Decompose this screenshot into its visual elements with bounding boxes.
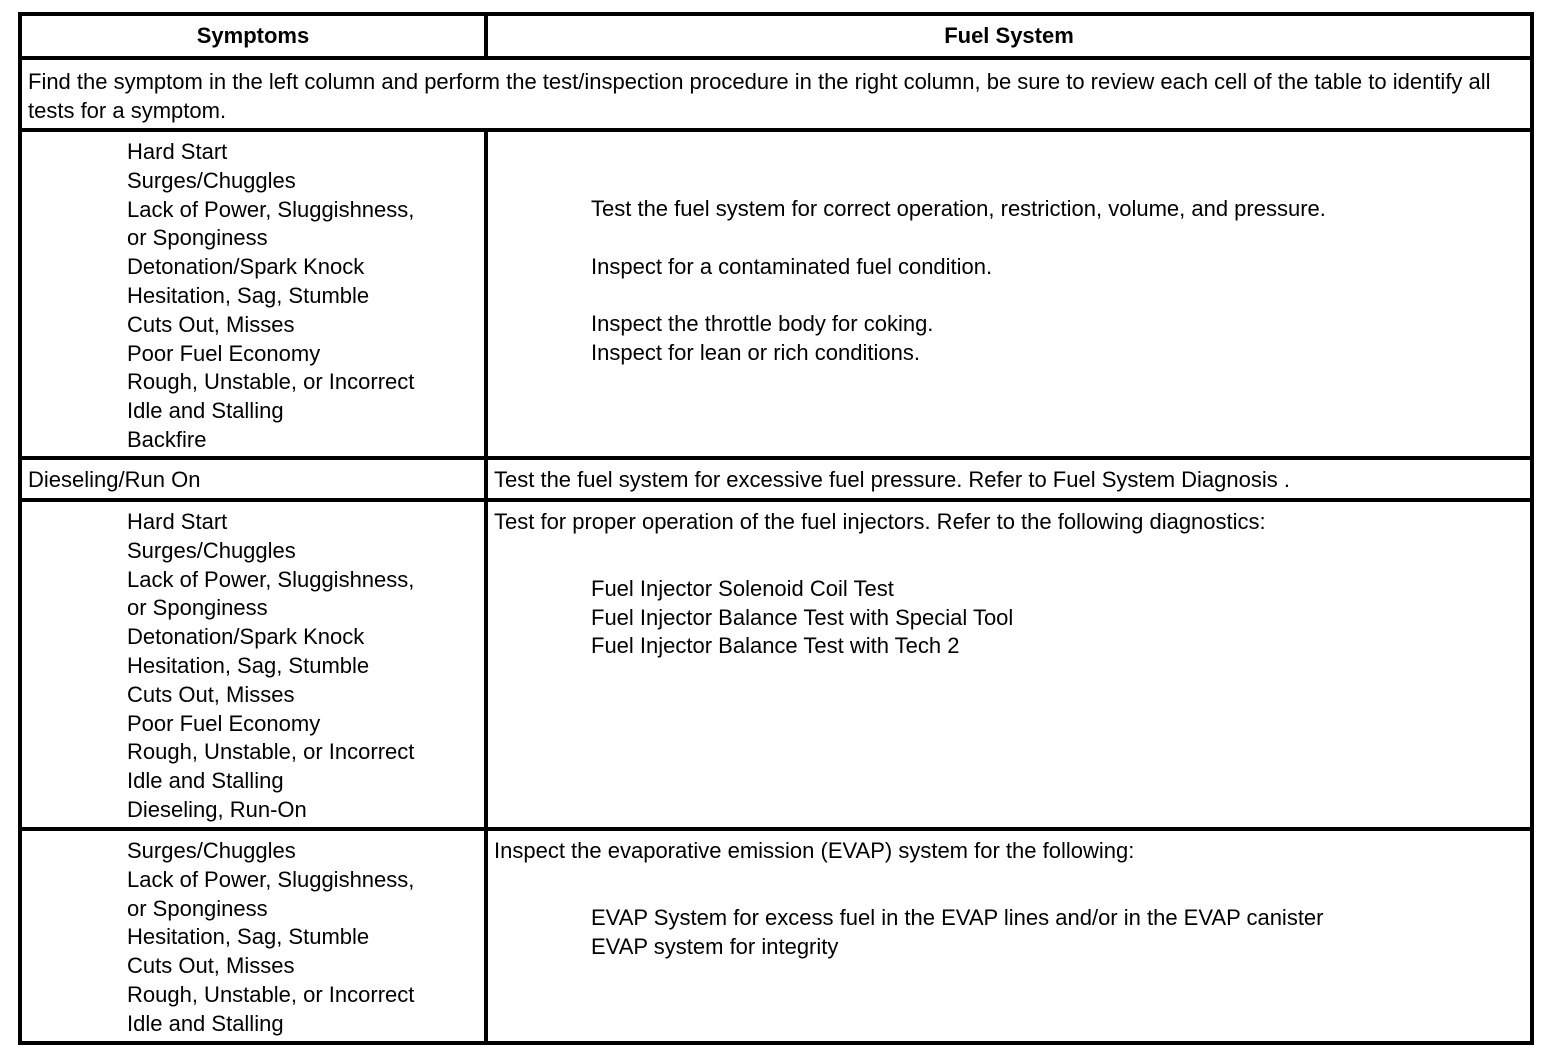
procedure-cell: Test the fuel system for excessive fuel pressure. Refer to Fuel System Diagnosis .: [486, 458, 1532, 500]
procedure-item: Inspect the throttle body for coking.: [591, 311, 934, 337]
symptom-cell: Dieseling/Run On: [20, 458, 486, 500]
symptom-item: Cuts Out, Misses: [127, 311, 295, 337]
symptom-item: Hard Start: [127, 509, 228, 534]
symptom-item: Poor Fuel Economy: [127, 340, 321, 366]
procedure-cell: [486, 829, 1532, 1043]
spacer: [488, 866, 1530, 904]
inspection-item: EVAP system for integrity: [591, 933, 839, 959]
inspection-list: [488, 904, 1530, 962]
symptom-item: Detonation/Spark Knock: [127, 254, 365, 280]
table-row: [20, 829, 1532, 1043]
table-row: [20, 500, 1532, 829]
symptom-item: Backfire: [127, 426, 207, 452]
procedure-lead: Test for proper operation of the fuel injectors. Refer to the following diagnostics:: [494, 509, 1266, 534]
symptom-item: Hesitation, Sag, Stumble: [127, 282, 370, 308]
procedure-cell: [486, 500, 1532, 829]
symptom-item: Detonation/Spark Knock: [127, 624, 365, 650]
table-row: [20, 130, 1532, 458]
spacer: [488, 537, 1530, 575]
symptom-cell: [20, 130, 486, 458]
symptom-item: Lack of Power, Sluggishness, or Sponginess: [127, 196, 415, 251]
diagnostic-item: Fuel Injector Balance Test with Special Tool: [591, 604, 1014, 630]
symptom-item: Surges/Chuggles: [127, 537, 296, 563]
diagnostic-item: Fuel Injector Solenoid Coil Test: [591, 575, 894, 601]
spacer: [591, 224, 1530, 253]
header-fuel-system: Fuel System: [486, 14, 1532, 58]
symptom-item: Dieseling, Run-On: [127, 796, 307, 822]
symptom-list: [22, 132, 484, 455]
procedure-list: [488, 195, 1530, 368]
symptom-table: [18, 12, 1534, 1045]
symptom-item: Hesitation, Sag, Stumble: [127, 652, 370, 678]
spacer: [591, 281, 1530, 310]
symptom-item: Hesitation, Sag, Stumble: [127, 924, 370, 950]
procedure-item: Test the fuel system for correct operation, restriction, volume, and pressure.: [591, 196, 1326, 221]
symptom-list: [22, 831, 484, 1039]
symptom-item: Hard Start: [127, 139, 228, 164]
header-symptoms: Symptoms: [20, 14, 486, 58]
intro-text: Find the symptom in the left column and perform the test/inspection procedure in the right column, be sure to review each cell of the table to identify all tests for a symptom.: [20, 58, 1532, 130]
diagnostic-item: Fuel Injector Balance Test with Tech 2: [591, 633, 960, 659]
inspection-item: EVAP System for excess fuel in the EVAP lines and/or in the EVAP canister: [591, 904, 1324, 930]
symptom-item: Rough, Unstable, or Incorrect Idle and Stalling: [127, 981, 415, 1036]
diagnostic-list: [488, 575, 1530, 661]
intro-row: [20, 58, 1532, 130]
symptom-item: Rough, Unstable, or Incorrect Idle and Stalling: [127, 739, 415, 794]
symptom-item: Surges/Chuggles: [127, 167, 296, 193]
symptom-item: Surges/Chuggles: [127, 838, 296, 863]
symptom-item: Cuts Out, Misses: [127, 953, 295, 979]
procedure-lead: Inspect the evaporative emission (EVAP) system for the following:: [494, 838, 1135, 863]
symptom-item: Rough, Unstable, or Incorrect Idle and Stalling: [127, 369, 415, 424]
header-row: [20, 14, 1532, 58]
table-row: [20, 458, 1532, 500]
procedure-item: Inspect for a contaminated fuel condition.: [591, 253, 993, 279]
procedure-cell: [486, 130, 1532, 458]
symptom-cell: [20, 829, 486, 1043]
symptom-item: Lack of Power, Sluggishness, or Sponginess: [127, 566, 415, 621]
symptom-item: Lack of Power, Sluggishness, or Sponginess: [127, 866, 415, 921]
symptom-item: Cuts Out, Misses: [127, 681, 295, 707]
symptom-cell: [20, 500, 486, 829]
symptom-list: [22, 502, 484, 825]
symptom-item: Poor Fuel Economy: [127, 710, 321, 736]
procedure-item: Inspect for lean or rich conditions.: [591, 339, 920, 365]
